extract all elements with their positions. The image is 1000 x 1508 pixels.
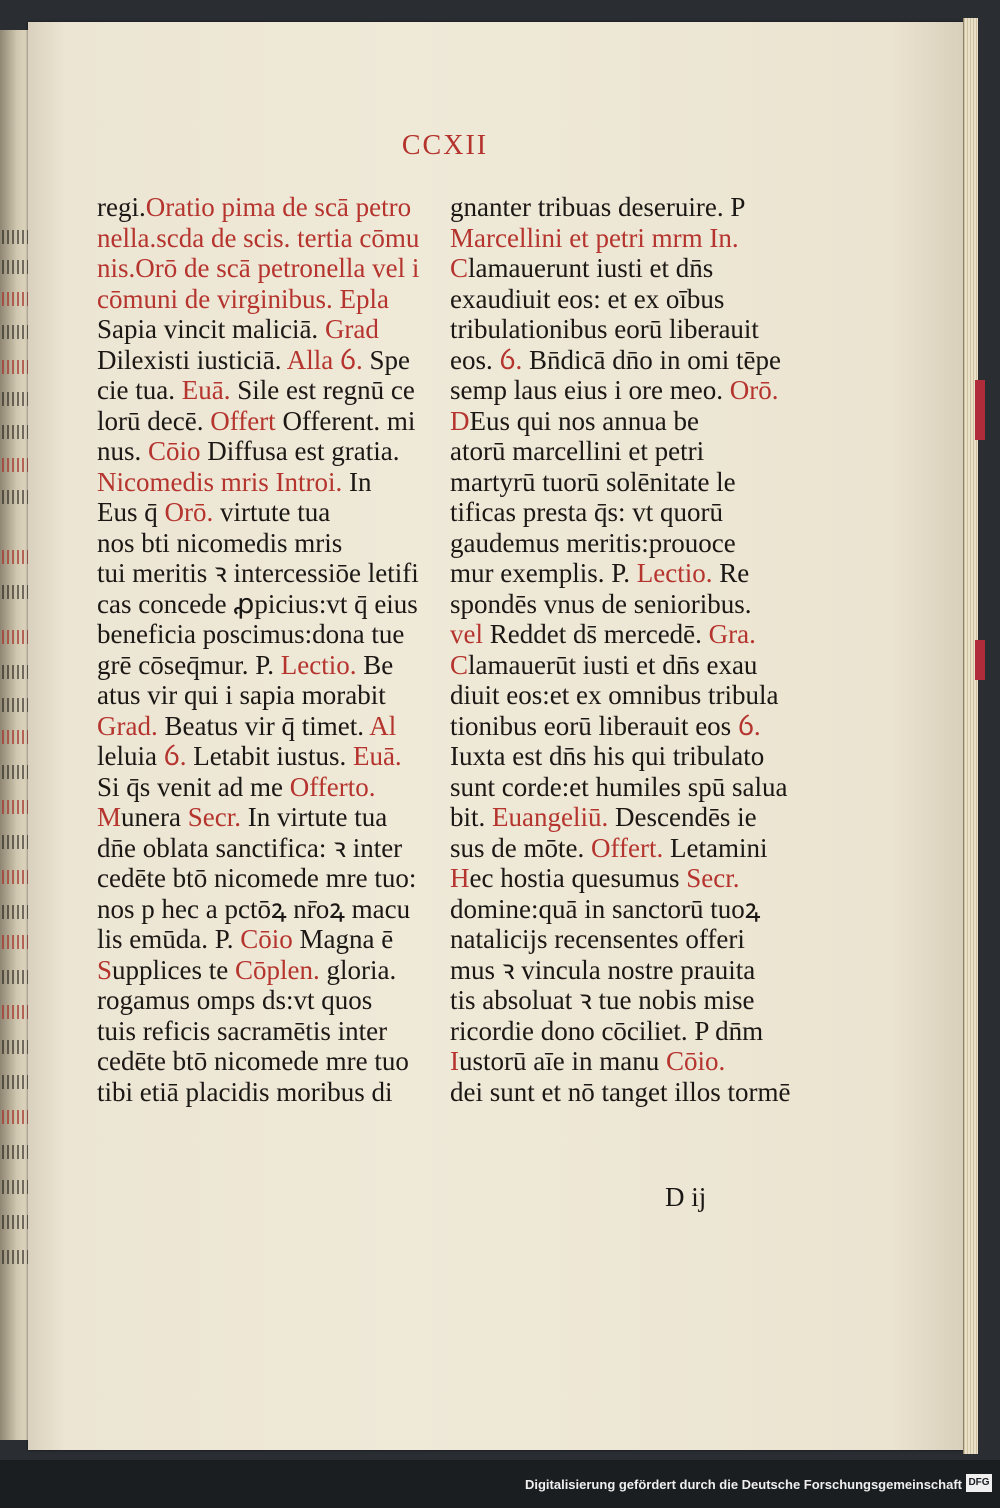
body-text: nus. bbox=[97, 436, 149, 466]
body-text: Diffusa est gratia. bbox=[200, 436, 400, 466]
body-text: martyrū tuorū solēnitate le bbox=[450, 466, 736, 497]
rubric-text: Orō. bbox=[729, 375, 779, 405]
body-text: Bn̄dicā dn̄o in omi tēpe bbox=[522, 344, 781, 375]
text-line bbox=[97, 345, 412, 376]
text-line bbox=[450, 955, 780, 986]
edge-ribbon-mark bbox=[975, 640, 985, 680]
body-text: Letamini bbox=[663, 832, 768, 863]
text-line bbox=[450, 985, 780, 1016]
body-text: mus ꝛ vincula nostre prauita bbox=[450, 954, 756, 985]
text-line bbox=[450, 1046, 780, 1077]
text-line bbox=[97, 467, 412, 498]
text-line bbox=[97, 711, 412, 742]
folio-number: CCXII bbox=[401, 130, 489, 161]
body-text: lorū decē. bbox=[97, 405, 211, 436]
body-text: Re bbox=[712, 558, 750, 588]
body-text: mur exemplis. P. bbox=[450, 558, 637, 588]
text-line bbox=[97, 833, 412, 864]
text-line bbox=[450, 345, 780, 376]
body-text: tuis reficis sacramētis inter bbox=[97, 1015, 388, 1046]
rubric-text: Offert bbox=[210, 405, 276, 436]
body-text: diuit eos:et ex omnibus tribula bbox=[450, 680, 779, 710]
body-text: Beatus vir q̄ timet. bbox=[157, 710, 370, 741]
body-text: ricordie dono cōciliet. P dn̄m bbox=[450, 1015, 764, 1046]
body-text bbox=[333, 345, 340, 375]
body-text: tui meritis ꝛ intercessiōe letifi bbox=[97, 558, 419, 588]
text-line bbox=[97, 192, 412, 223]
facing-page-edge bbox=[0, 30, 30, 1440]
body-text: Be bbox=[356, 649, 394, 680]
body-text: natalicijs recensentes offeri bbox=[450, 924, 745, 954]
rubric-text: C bbox=[450, 253, 469, 283]
text-line bbox=[450, 528, 780, 559]
body-text: Iuxta est dn̄s his qui tribulato bbox=[450, 741, 765, 771]
body-text: Offerent. mi bbox=[275, 405, 416, 436]
signature-mark: D ij bbox=[665, 1182, 707, 1212]
body-text: atorū marcellini et petri bbox=[450, 436, 705, 466]
body-text: cedēte btō nicomede mre tuo: bbox=[97, 863, 417, 893]
body-text: bit. bbox=[450, 802, 493, 832]
text-line bbox=[97, 863, 417, 894]
text-line bbox=[97, 558, 419, 589]
text-line bbox=[97, 955, 412, 986]
body-text: Si q̄s venit ad me bbox=[97, 771, 290, 802]
rubric-text: Cōplen. bbox=[235, 954, 320, 985]
rubric-text: D bbox=[450, 405, 470, 436]
text-line bbox=[450, 253, 780, 284]
body-text: tibi etiā placidis moribus di bbox=[97, 1076, 393, 1107]
text-line bbox=[450, 619, 780, 650]
body-text: eos. bbox=[450, 344, 500, 375]
text-line bbox=[450, 924, 780, 955]
rubric-text: Offert. bbox=[591, 832, 664, 863]
rubric-text: Secr. bbox=[686, 863, 740, 893]
body-text: rogamus omps ds:vt quos bbox=[97, 985, 373, 1015]
rubric-text: Grad bbox=[324, 314, 379, 344]
text-line bbox=[450, 680, 780, 711]
rubric-text: Cōio. bbox=[665, 1046, 726, 1076]
body-text: Letabit iustus. bbox=[186, 741, 353, 771]
body-text: ec hostia quesumus bbox=[469, 863, 687, 893]
rubric-text: ỽ. bbox=[499, 344, 523, 375]
rubric-text: Grad. bbox=[97, 710, 158, 741]
body-text: nos p hec a pctōꝝ nr̄oꝝ macu bbox=[97, 893, 411, 924]
body-text: leluia bbox=[97, 741, 164, 771]
body-text: lamauerunt iusti et dn̄s bbox=[468, 253, 714, 283]
body-text: Magna ē bbox=[292, 924, 394, 954]
text-line bbox=[97, 405, 416, 437]
body-text: regi. bbox=[97, 192, 146, 222]
text-line bbox=[97, 1077, 412, 1108]
body-text: In virtute tua bbox=[240, 802, 388, 832]
rubric-text: M bbox=[97, 802, 122, 832]
rubric-text: nis.Orō de scā petronella vel i bbox=[97, 253, 420, 283]
body-text: virtute tua bbox=[213, 497, 331, 527]
text-line bbox=[97, 528, 412, 559]
rubric-text: ỽ. bbox=[340, 344, 363, 375]
rubric-text: Nicomedis mris Introi. bbox=[97, 466, 343, 497]
body-text: tificas presta q̄s: vt quorū bbox=[450, 497, 723, 527]
text-line bbox=[450, 314, 780, 345]
rubric-text: Euā. bbox=[181, 375, 231, 405]
text-line bbox=[450, 650, 780, 681]
body-text: tionibus eorū liberauit eos bbox=[450, 710, 738, 741]
text-line bbox=[97, 588, 418, 620]
body-text: In bbox=[342, 466, 372, 497]
text-line bbox=[97, 924, 412, 955]
rubric-text: I bbox=[450, 1046, 459, 1076]
body-text: atus vir qui i sapia morabit bbox=[97, 680, 386, 710]
rubric-text: Marcellini et petri mrm In. bbox=[450, 222, 739, 253]
rubric-text: Cōio bbox=[240, 924, 293, 954]
text-line bbox=[450, 284, 780, 315]
text-line bbox=[450, 741, 780, 772]
rubric-text: Euā. bbox=[352, 741, 402, 771]
body-text: ustorū aīe in manu bbox=[459, 1046, 666, 1076]
body-text: Eus qui nos annua be bbox=[469, 405, 699, 436]
body-text: unera bbox=[121, 802, 188, 832]
body-text: gnanter tribuas deseruire. P bbox=[450, 192, 746, 222]
rubric-text: Offerto. bbox=[289, 771, 376, 802]
body-text: Reddet ds̄ mercedē. bbox=[483, 619, 709, 649]
text-line bbox=[450, 497, 780, 528]
body-text: nos bti nicomedis mris bbox=[97, 527, 343, 558]
body-text: gaudemus meritis:prouoce bbox=[450, 527, 736, 558]
text-line bbox=[450, 589, 780, 620]
text-line bbox=[450, 192, 780, 223]
rubric-text: ratio pima de scā petro bbox=[165, 192, 412, 222]
rubric-text: Lectio. bbox=[636, 558, 713, 588]
body-text: tis absoluat ꝛ tue nobis mise bbox=[450, 985, 755, 1015]
body-text: spondēs vnus de senioribus. bbox=[450, 588, 752, 619]
text-line bbox=[97, 314, 412, 345]
text-line bbox=[97, 1046, 412, 1077]
rubric-text: cōmuni de virginibus. Epla bbox=[97, 283, 389, 314]
text-column-left bbox=[97, 192, 420, 1107]
text-line bbox=[450, 833, 780, 864]
body-text: lamauerūt iusti et dn̄s exau bbox=[468, 649, 758, 680]
body-text: beneficia poscimus:dona tue bbox=[97, 619, 405, 649]
text-line bbox=[97, 222, 420, 254]
rubric-text: O bbox=[145, 192, 166, 222]
edge-ribbon-mark bbox=[975, 380, 985, 440]
body-text: dei sunt et nō tanget illos tormē bbox=[450, 1076, 791, 1107]
body-text: dn̄e oblata sanctifica: ꝛ inter bbox=[97, 832, 403, 863]
text-line bbox=[450, 894, 780, 925]
rubric-text: Euangeliū. bbox=[492, 802, 609, 832]
text-line bbox=[450, 436, 780, 467]
rubric-text: vel bbox=[450, 619, 483, 649]
text-line bbox=[450, 1076, 791, 1108]
body-text: Spe bbox=[362, 344, 410, 375]
body-text: tribulationibus eorū liberauit bbox=[450, 314, 759, 344]
body-text: cie tua. bbox=[97, 375, 182, 405]
rubric-text: ỽ. bbox=[737, 710, 761, 741]
text-line bbox=[450, 558, 780, 589]
text-line bbox=[450, 223, 780, 254]
rubric-text: S bbox=[97, 954, 113, 985]
text-line bbox=[450, 406, 780, 437]
rubric-text: Al bbox=[369, 710, 397, 741]
text-line bbox=[450, 1016, 780, 1047]
text-line bbox=[97, 741, 412, 772]
text-line bbox=[97, 680, 412, 711]
body-text: Dilexisti iusticiā. bbox=[97, 344, 287, 375]
text-line bbox=[97, 284, 412, 315]
text-line bbox=[450, 711, 780, 742]
body-text: domine:quā in sanctorū tuoꝝ bbox=[450, 893, 761, 924]
body-text: lis emūda. P. bbox=[97, 924, 241, 954]
body-text: gloria. bbox=[319, 954, 397, 985]
body-text: cedēte btō nicomede mre tuo bbox=[97, 1046, 409, 1076]
text-line bbox=[97, 497, 412, 528]
text-line bbox=[97, 985, 412, 1016]
text-column-right bbox=[450, 192, 791, 1107]
text-line bbox=[97, 650, 412, 681]
body-text: Sapia vincit maliciā. bbox=[97, 314, 325, 344]
text-line bbox=[97, 802, 412, 833]
body-text: upplices te bbox=[112, 954, 235, 985]
text-line bbox=[97, 772, 412, 803]
body-text: grē cōseq̄mur. P. bbox=[97, 649, 281, 680]
text-line bbox=[97, 619, 412, 650]
body-text: Sile est regnū ce bbox=[230, 375, 415, 405]
page-block-edge bbox=[963, 18, 978, 1454]
text-line bbox=[97, 253, 420, 284]
text-line bbox=[97, 375, 415, 406]
rubric-text: ỽ. bbox=[163, 741, 187, 771]
text-line bbox=[97, 894, 412, 925]
rubric-text: H bbox=[450, 863, 470, 893]
text-line bbox=[97, 1016, 412, 1047]
footer-credit: Digitalisierung gefördert durch die Deutsche Forschungsgemeinschaft bbox=[524, 1477, 962, 1492]
text-line bbox=[450, 375, 780, 406]
rubric-text: Gra. bbox=[708, 619, 756, 649]
text-line bbox=[97, 436, 412, 467]
rubric-text: Lectio. bbox=[280, 649, 357, 680]
rubric-text: Alla bbox=[286, 344, 334, 375]
rubric-text: Secr. bbox=[187, 802, 241, 832]
dfg-logo: DFG bbox=[966, 1474, 992, 1492]
body-text: Eus q̄ bbox=[97, 497, 165, 527]
rubric-text: Orō. bbox=[164, 497, 214, 527]
rubric-text: Cōio bbox=[148, 436, 201, 466]
body-text: sunt corde:et humiles spū salua bbox=[450, 771, 788, 802]
text-line bbox=[450, 771, 788, 803]
body-text: sus de mōte. bbox=[450, 832, 591, 863]
text-line bbox=[450, 467, 780, 498]
text-line bbox=[450, 863, 780, 894]
body-text: Descendēs ie bbox=[608, 802, 757, 832]
text-line bbox=[450, 802, 780, 833]
rubric-text: C bbox=[450, 649, 469, 680]
body-text: semp laus eius i ore meo. bbox=[450, 375, 730, 405]
body-text: cas concede ꝓpicius:vt q̄ eius bbox=[97, 588, 418, 619]
body-text: exaudiuit eos: et ex oībus bbox=[450, 283, 725, 314]
rubric-text: nella.scda de scis. tertia cōmu bbox=[97, 222, 420, 253]
